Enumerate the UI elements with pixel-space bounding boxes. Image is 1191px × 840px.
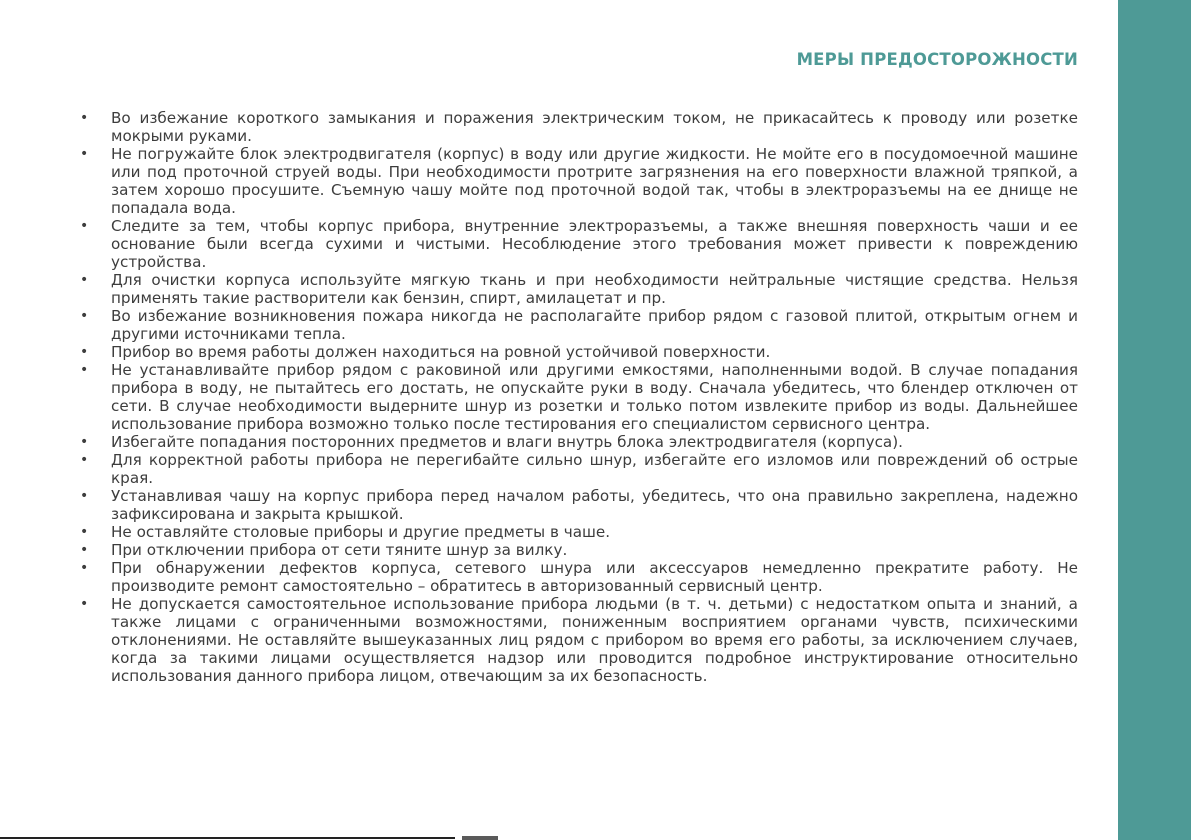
list-item: • Прибор во время работы должен находиться на ровной устойчивой поверхности.: [76, 343, 1078, 361]
precautions-section: [76, 109, 1078, 685]
bottom-rule: [0, 837, 455, 839]
list-item: • Для очистки корпуса используйте мягкую ткань и при необходимости нейтральные чистящие средства. Нельзя применять такие растворители как бензин, спирт, амилацетат и пр.: [76, 271, 1078, 307]
list-item: • Для корректной работы прибора не перегибайте сильно шнур, избегайте его изломов или повреждений об острые края.: [76, 451, 1078, 487]
list-item: • Следите за тем, чтобы корпус прибора, внутренние электроразъемы, а также внешняя поверхность чаши и ее основание были всегда сухими и чистыми. Несоблюдение этого требования может привести к повреждению устройства.: [76, 217, 1078, 271]
list-item: • При отключении прибора от сети тяните шнур за вилку.: [76, 541, 1078, 559]
list-item: • Не допускается самостоятельное использование прибора людьми (в т. ч. детьми) с недостатком опыта и знаний, а также лицами с ограниченными возможностями, пониженным восприятием органами чувств, психическими отклонениями. Не оставляйте вышеуказанных лиц рядом с прибором во время его работы, за исключением случаев, когда за такими лицами осуществляется надзор или проводится подробное инструктирование относительно использования данного прибора лицом, отвечающим за их безопасность.: [76, 595, 1078, 685]
list-item: • Не устанавливайте прибор рядом с раковиной или другими емкостями, наполненными водой. В случае попадания прибора в воду, не пытайтесь его достать, не опускайте руки в воду. Сначала убедитесь, что блендер отключен от сети. В случае необходимости выдерните шнур из розетки и только потом извлеките прибор из воды. Дальнейшее использование прибора возможно только после тестирования его специалистом сервисного центра.: [76, 361, 1078, 433]
list-item: • Во избежание короткого замыкания и поражения электрическим током, не прикасайтесь к проводу или розетке мокрыми руками.: [76, 109, 1078, 145]
page-title: МЕРЫ ПРЕДОСТОРОЖНОСТИ: [796, 50, 1078, 69]
precautions-list: [76, 109, 1078, 685]
list-item: • Устанавливая чашу на корпус прибора перед началом работы, убедитесь, что она правильно закреплена, надежно зафиксирована и закрыта крышкой.: [76, 487, 1078, 523]
list-item: • Избегайте попадания посторонних предметов и влаги внутрь блока электродвигателя (корпуса).: [76, 433, 1078, 451]
list-item: • Во избежание возникновения пожара никогда не располагайте прибор рядом с газовой плитой, открытым огнем и другими источниками тепла.: [76, 307, 1078, 343]
list-item: • Не погружайте блок электродвигателя (корпус) в воду или другие жидкости. Не мойте его в посудомоечной машине или под проточной струей воды. При необходимости протрите загрязнения на его поверхности влажной тряпкой, а затем хорошо просушите. Съемную чашу мойте под проточной водой так, чтобы в электроразъемы на ее днище не попадала вода.: [76, 145, 1078, 217]
list-item: • При обнаружении дефектов корпуса, сетевого шнура или аксессуаров немедленно прекратите работу. Не производите ремонт самостоятельно – обратитесь в авторизованный сервисный центр.: [76, 559, 1078, 595]
list-item: • Не оставляйте столовые приборы и другие предметы в чаше.: [76, 523, 1078, 541]
bottom-marker: [462, 836, 498, 840]
side-accent-band: [1118, 0, 1191, 840]
